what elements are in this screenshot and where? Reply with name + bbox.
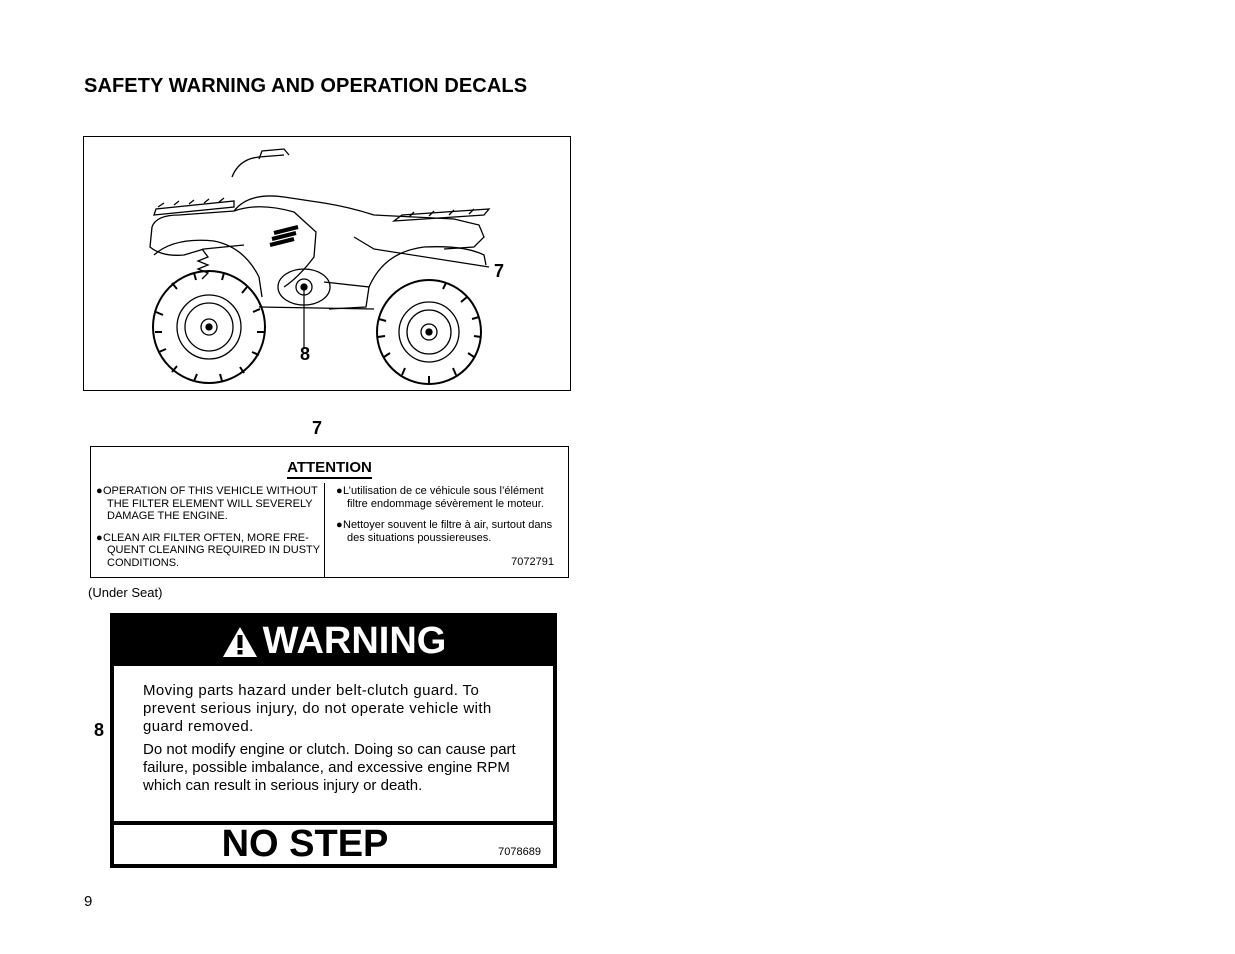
- attention-decal: [90, 446, 569, 578]
- attention-part-number: 7072791: [511, 556, 554, 568]
- warning-part-number: 7078689: [498, 846, 541, 858]
- page-number: 9: [84, 893, 93, 910]
- warning-triangle-icon: [221, 625, 259, 659]
- warning-decal: [110, 613, 557, 868]
- callout-8: 8: [300, 344, 311, 364]
- warning-body: [114, 666, 553, 821]
- attention-heading: ATTENTION: [91, 459, 568, 476]
- attention-french-item: ●L’utilisation de ce véhicule sous l’élément filtre endommage sévèrement le moteur.: [336, 485, 544, 510]
- attention-divider: [324, 483, 325, 577]
- attention-french-column: [336, 485, 558, 553]
- page-title: SAFETY WARNING AND OPERATION DECALS: [84, 75, 528, 97]
- no-step-label: NO STEP: [221, 823, 389, 865]
- attention-english-item: ●OPERATION OF THIS VEHICLE WITHOUT THE FILTER ELEMENT WILL SEVERELY DAMAGE THE ENGINE.: [96, 485, 318, 523]
- atv-illustration: [83, 136, 571, 391]
- warning-heading: WARNING: [262, 620, 447, 662]
- decal-7-number: 7: [312, 418, 323, 438]
- decal-location: (Under Seat): [88, 585, 163, 600]
- warning-paragraph-2: Do not modify engine or clutch. Doing so can cause part failure, possible imbalance, and excessive engine RPM which can result in serious injury or death.: [143, 741, 516, 794]
- attention-english-item: ●CLEAN AIR FILTER OFTEN, MORE FRE-QUENT CLEANING REQUIRED IN DUSTY CONDITIONS.: [96, 531, 320, 569]
- attention-english-column: [96, 485, 320, 579]
- attention-french-item: ●Nettoyer souvent le filtre à air, surtout dans des situations poussiereuses.: [336, 519, 553, 544]
- callout-7: 7: [494, 261, 505, 281]
- no-step-band: [114, 825, 553, 864]
- decal-8-number: 8: [94, 720, 105, 740]
- warning-paragraph-1: Moving parts hazard under belt-clutch guard. To prevent serious injury, do not operate vehicle with guard removed.: [143, 682, 492, 735]
- warning-header: [110, 616, 557, 666]
